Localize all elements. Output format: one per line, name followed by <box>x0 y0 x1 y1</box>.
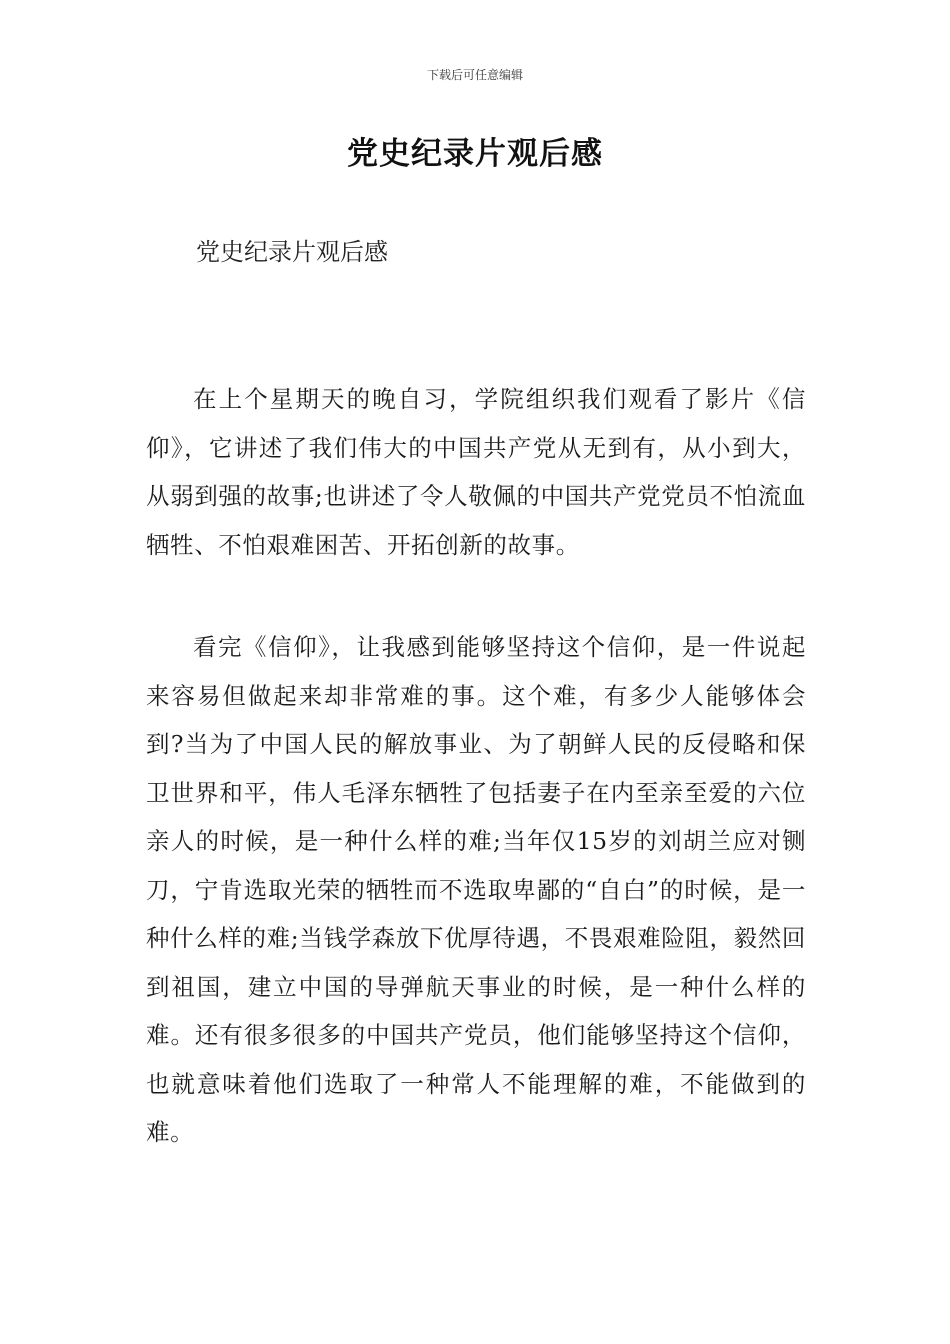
header-note: 下载后可任意编辑 <box>426 68 523 82</box>
page-title: 党史纪录片观后感 <box>347 136 603 172</box>
body-paragraph-2: 看完《信仰》，让我感到能够坚持这个信仰，是一件说起来容易但做起来却非常难的事。这个难，有多少人能够体会到?当为了中国人民的解放事业、为了朝鲜人民的反侵略和保卫世界和平，伟人毛泽东牺牲了包括妻子在内至亲至爱的六位亲人的时候，是一种什么样的难;当年仅15岁的刘胡兰应对铡刀，宁肯选取光荣的牺牲而不选取卑鄙的“自白”的时候，是一种什么样的难;当钱学森放下优厚待遇，不畏艰难险阻，毅然回到祖国，建立中国的导弹航天事业的时候，是一种什么样的难。还有很多很多的中国共产党员，他们能够坚持这个信仰，也就意味着他们选取了一种常人不能理解的难，不能做到的难。 <box>146 633 806 1146</box>
body-paragraph-1: 在上个星期天的晚自习，学院组织我们观看了影片《信仰》，它讲述了我们伟大的中国共产党从无到有，从小到大，从弱到强的故事;也讲述了令人敬佩的中国共产党党员不怕流血牺牲、不怕艰难困苦、开拓创新的故事。 <box>146 385 806 559</box>
document-subtitle: 党史纪录片观后感 <box>196 238 388 266</box>
